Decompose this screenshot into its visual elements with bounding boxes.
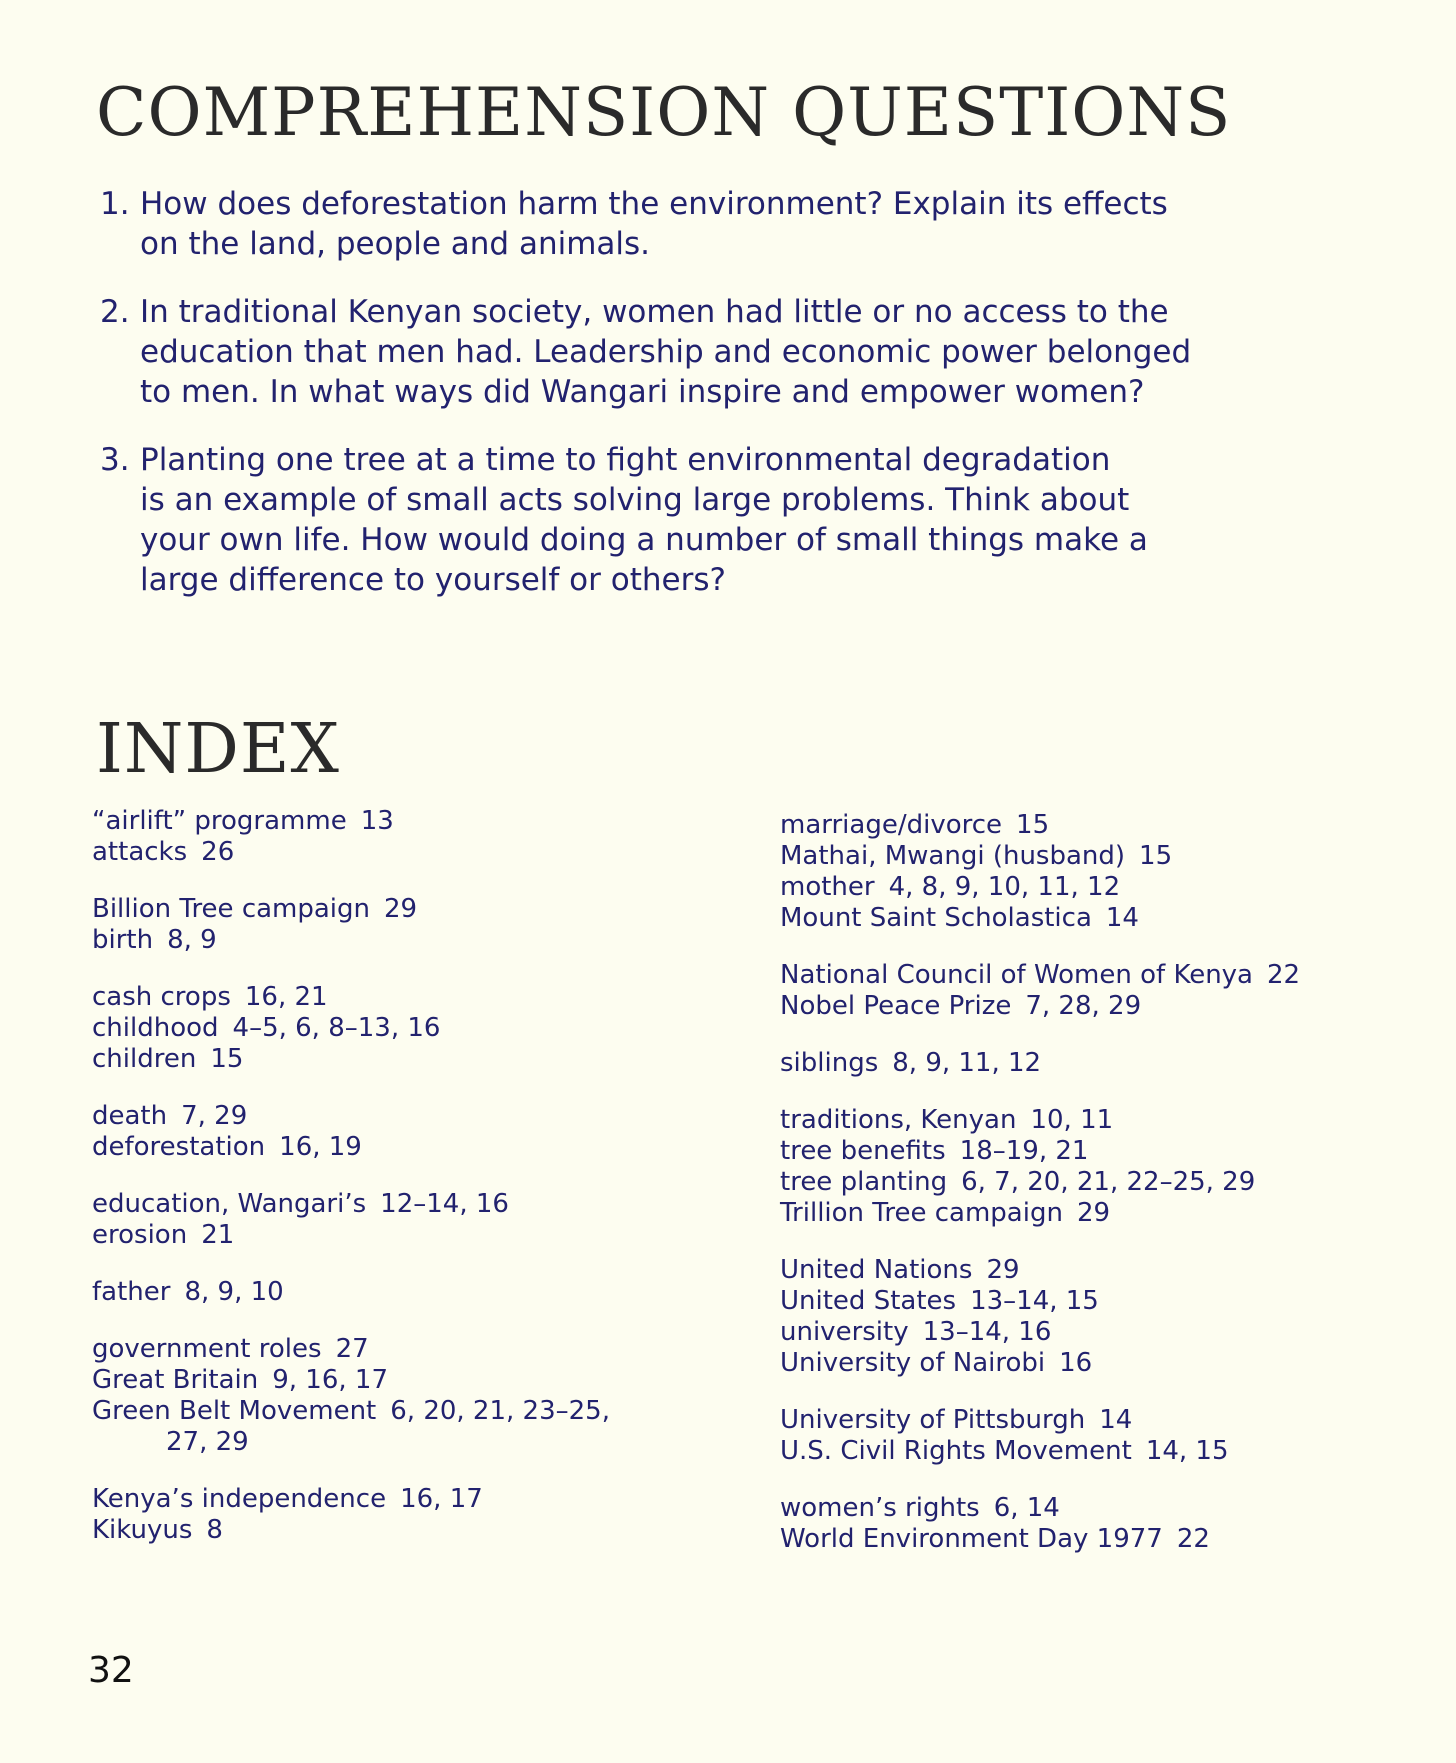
index-group [92, 982, 732, 1075]
question-number: 3. [100, 442, 130, 478]
index-pages-continued: 27, 29 [166, 1427, 249, 1457]
index-entry [780, 991, 1420, 1022]
index-term: United States [780, 1286, 957, 1316]
index-term: U.S. Civil Rights Movement [780, 1436, 1132, 1466]
index-term: United Nations [780, 1255, 973, 1285]
index-column-left [92, 806, 732, 1572]
index-pages: 16, 17 [400, 1484, 483, 1514]
index-term: Mathai, Mwangi (husband) [780, 841, 1126, 871]
index-term: Great Britain [92, 1365, 259, 1395]
index-group [92, 1484, 732, 1546]
index-pages: 22 [1176, 1524, 1210, 1554]
index-entry [780, 1493, 1420, 1524]
question-list [100, 184, 1260, 628]
index-pages: 16 [1059, 1348, 1093, 1378]
index-term: government roles [92, 1334, 322, 1364]
index-pages: 4–5, 6, 8–13, 16 [232, 1013, 441, 1043]
question-line: to men. In what ways did Wangari inspire and empower women? [140, 374, 1145, 410]
index-pages: 7, 29 [181, 1101, 248, 1131]
index-entry [780, 1136, 1420, 1167]
index-pages: 8 [206, 1515, 223, 1545]
index-pages: 13–14, 15 [970, 1286, 1099, 1316]
question-number: 1. [100, 186, 130, 222]
index-entry [92, 1277, 732, 1308]
index-group [92, 1101, 732, 1163]
question-item [100, 292, 1260, 412]
index-term: Nobel Peace Prize [780, 991, 1012, 1021]
index-column-right [780, 810, 1420, 1581]
index-entry [92, 1365, 732, 1396]
index-entry [92, 1515, 732, 1546]
index-term: National Council of Women of Kenya [780, 960, 1253, 990]
index-entry [92, 1013, 732, 1044]
index-entry [92, 1334, 732, 1365]
index-term: Kenya’s independence [92, 1484, 387, 1514]
index-pages: 7, 28, 29 [1025, 991, 1142, 1021]
index-pages: 6, 7, 20, 21, 22–25, 29 [961, 1167, 1256, 1197]
index-entry [92, 1101, 732, 1132]
index-term: Billion Tree campaign [92, 894, 371, 924]
index-entry [780, 841, 1420, 872]
index-entry [780, 1105, 1420, 1136]
index-term: Kikuyus [92, 1515, 193, 1545]
index-pages: 15 [1016, 810, 1050, 840]
index-entry [780, 1317, 1420, 1348]
index-pages: 26 [201, 837, 235, 867]
question-line: How does deforestation harm the environment? Explain its effects [140, 186, 1168, 222]
index-term: World Environment Day 1977 [780, 1524, 1163, 1554]
index-group [92, 1334, 732, 1458]
index-term: Mount Saint Scholastica [780, 903, 1092, 933]
index-entry [92, 894, 732, 925]
question-item [100, 440, 1260, 600]
index-entry [780, 1167, 1420, 1198]
index-term: University of Nairobi [780, 1348, 1046, 1378]
index-term: childhood [92, 1013, 219, 1043]
index-pages: 8, 9, 11, 12 [892, 1048, 1042, 1078]
index-group [92, 1277, 732, 1308]
question-line: large difference to yourself or others? [140, 562, 726, 598]
index-term: children [92, 1044, 197, 1074]
page-number: 32 [88, 1650, 134, 1691]
index-entry [780, 1255, 1420, 1286]
index-group [92, 806, 732, 868]
index-pages: 16, 21 [244, 982, 328, 1012]
index-entry [780, 960, 1420, 991]
question-text [140, 292, 1260, 412]
index-entry [780, 1524, 1420, 1555]
index-term: deforestation [92, 1132, 266, 1162]
index-pages: 18–19, 21 [959, 1136, 1089, 1166]
index-term: Trillion Tree campaign [780, 1198, 1063, 1228]
index-term: erosion [92, 1220, 188, 1250]
index-term: university [780, 1317, 909, 1347]
index-group [780, 810, 1420, 934]
index-term: attacks [92, 837, 188, 867]
index-term: University of Pittsburgh [780, 1405, 1086, 1435]
question-number: 2. [100, 294, 130, 330]
index-term: tree planting [780, 1167, 948, 1197]
index-pages: 10, 11 [1030, 1105, 1114, 1135]
index-term: traditions, Kenyan [780, 1105, 1017, 1135]
index-term: father [92, 1277, 171, 1307]
question-line: is an example of small acts solving large problems. Think about [140, 482, 1130, 518]
index-entry [92, 982, 732, 1013]
index-entry [780, 1286, 1420, 1317]
index-entry [780, 1348, 1420, 1379]
index-term: cash crops [92, 982, 231, 1012]
question-line: education that men had. Leadership and economic power belonged [140, 334, 1192, 370]
index-pages: 29 [384, 894, 418, 924]
index-term: birth [92, 925, 154, 955]
index-group [92, 894, 732, 956]
index-pages: 29 [986, 1255, 1020, 1285]
index-pages: 22 [1267, 960, 1301, 990]
index-pages: 8, 9, 10 [184, 1277, 284, 1307]
index-term: tree benefits [780, 1136, 946, 1166]
index-term: “airlift” programme [92, 806, 347, 836]
index-term: death [92, 1101, 168, 1131]
index-entry [92, 1396, 732, 1427]
index-group [780, 1493, 1420, 1555]
index-group [780, 1105, 1420, 1229]
index-pages: 8, 9 [167, 925, 217, 955]
question-line: In traditional Kenyan society, women had little or no access to the [140, 294, 1169, 330]
index-entry [780, 1198, 1420, 1229]
index-entry [92, 1189, 732, 1220]
index-pages: 13–14, 16 [922, 1317, 1052, 1347]
index-pages: 16, 19 [279, 1132, 362, 1162]
index-pages: 9, 16, 17 [272, 1365, 389, 1395]
index-entry [92, 1220, 732, 1251]
index-term: siblings [780, 1048, 879, 1078]
question-item [100, 184, 1260, 264]
index-term: marriage/divorce [780, 810, 1003, 840]
index-pages: 14 [1099, 1405, 1133, 1435]
index-term: mother [780, 872, 875, 902]
index-pages: 6, 20, 21, 23–25, [390, 1396, 610, 1426]
question-text [140, 440, 1260, 600]
index-group [780, 960, 1420, 1022]
index-entry [92, 837, 732, 868]
index-pages: 21 [201, 1220, 235, 1250]
index-group [780, 1048, 1420, 1079]
index-group [92, 1189, 732, 1251]
question-text [140, 184, 1260, 264]
index-entry [92, 925, 732, 956]
index-entry [780, 1436, 1420, 1467]
index-group [780, 1255, 1420, 1379]
index-pages: 15 [1139, 841, 1173, 871]
comprehension-heading: COMPREHENSION QUESTIONS [96, 74, 1232, 151]
index-entry [780, 903, 1420, 934]
question-line: on the land, people and animals. [140, 226, 651, 262]
index-pages: 15 [210, 1044, 244, 1074]
index-entry [92, 1044, 732, 1075]
index-pages: 12–14, 16 [380, 1189, 509, 1219]
question-line: your own life. How would doing a number of small things make a [140, 522, 1148, 558]
index-pages: 6, 14 [993, 1493, 1060, 1523]
index-pages: 4, 8, 9, 10, 11, 12 [888, 872, 1121, 902]
index-entry [92, 1132, 732, 1163]
index-entry [780, 1405, 1420, 1436]
index-pages: 14 [1105, 903, 1139, 933]
index-pages: 14, 15 [1145, 1436, 1229, 1466]
index-entry [92, 806, 732, 837]
index-entry [780, 810, 1420, 841]
index-pages: 27 [335, 1334, 369, 1364]
index-pages: 29 [1076, 1198, 1111, 1228]
index-entry [780, 872, 1420, 903]
index-term: women’s rights [780, 1493, 980, 1523]
index-group [780, 1405, 1420, 1467]
index-entry [92, 1484, 732, 1515]
index-heading: INDEX [96, 710, 340, 789]
index-term: education, Wangari’s [92, 1189, 367, 1219]
index-pages: 13 [360, 806, 394, 836]
index-term: Green Belt Movement [92, 1396, 377, 1426]
question-line: Planting one tree at a time to fight environmental degradation [140, 442, 1111, 478]
index-entry [780, 1048, 1420, 1079]
